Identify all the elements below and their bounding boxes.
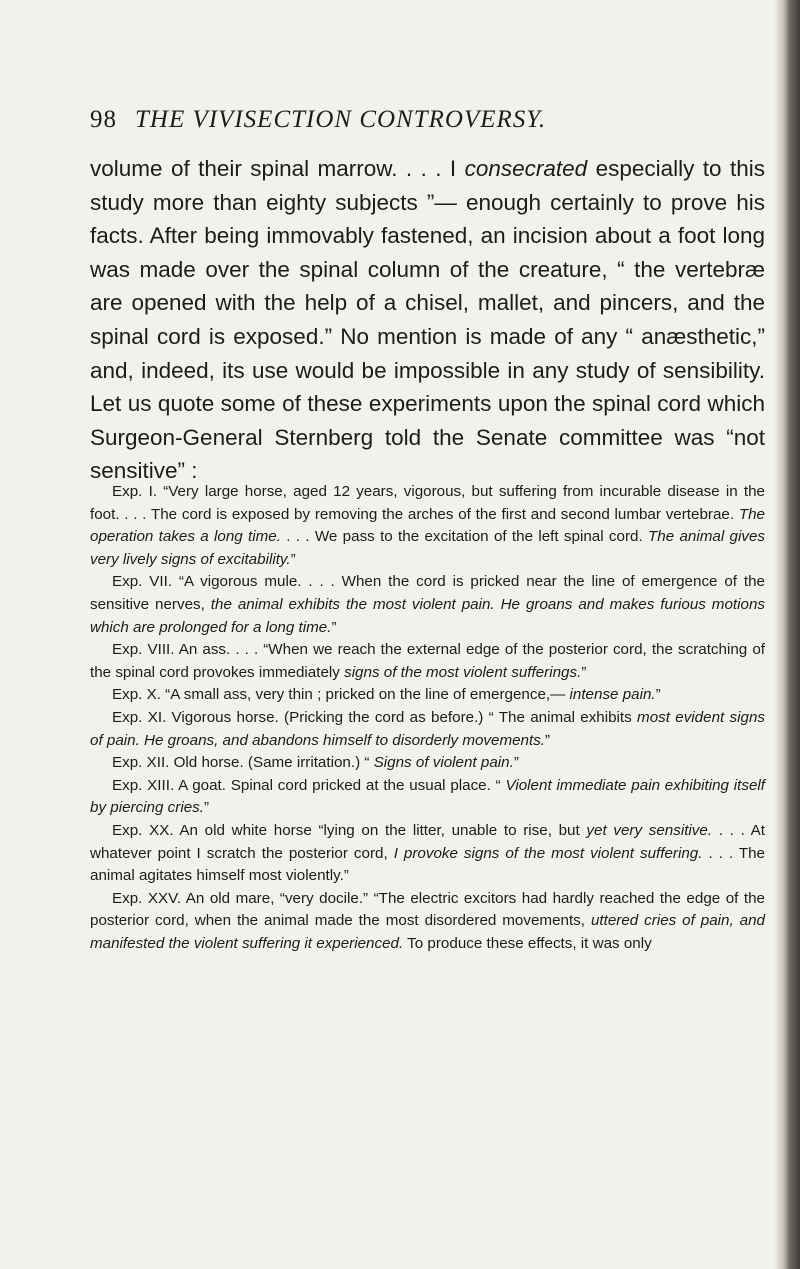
lead-text-1: volume of their spinal marrow. . . . I	[90, 156, 465, 181]
exp-emphasis: intense pain.	[569, 686, 656, 704]
exp-text: Exp. I. “Very large horse, aged 12 years, vigorous, but suffering from incurable disease in the foot. . . . The cord is exposed by removing the arches of the first and second lumbar vertebrae.	[90, 483, 765, 523]
experiment-entry	[90, 820, 765, 888]
exp-text: Exp. VII. “A vigorous mule. . . . When the cord is pricked near the line of emergence of the sensitive nerves,	[90, 573, 765, 613]
page-number: 98	[90, 106, 117, 133]
exp-text: . . . The animal agitates himself most violently.”	[90, 844, 766, 885]
experiment-entry	[90, 752, 765, 775]
running-header	[90, 106, 730, 134]
exp-emphasis: The animal gives very lively signs of excitability.	[90, 528, 765, 568]
exp-emphasis: Signs of violent pain.	[373, 754, 514, 772]
exp-text: ”	[545, 731, 551, 749]
lead-paragraph	[90, 152, 765, 488]
exp-emphasis: The operation takes a long time.	[90, 505, 765, 546]
exp-text: Exp. XXV. An old mare, “very docile.” “The electric excitors had hardly reached the edge of the posterior cord, when the animal made the most disordered movements,	[90, 889, 765, 930]
experiment-list	[90, 481, 765, 955]
experiment-entry	[90, 707, 765, 752]
exp-text: Exp. XI. Vigorous horse. (Pricking the cord as before.) “ The animal exhibits	[112, 708, 638, 726]
exp-text: . . . We pass to the excitation of the left spinal cord.	[280, 528, 648, 546]
exp-emphasis: Violent immediate pain exhibiting itself by piercing cries.	[90, 776, 765, 817]
exp-emphasis: yet very sensitive.	[586, 821, 713, 839]
experiment-entry	[90, 481, 765, 571]
exp-text: ”	[655, 686, 661, 704]
exp-text: Exp. X. “A small ass, very thin ; pricked on the line of emergence,—	[112, 686, 570, 704]
exp-emphasis: most evident signs of pain. He groans, and abandons himself to disorderly movements.	[90, 708, 765, 749]
lead-emphasis: consecrated	[464, 156, 588, 181]
experiment-entry	[90, 639, 765, 684]
page-edge-shadow	[774, 0, 800, 1269]
exp-emphasis: the animal exhibits the most violent pain. He groans and makes furious motions which are prolonged for a long time.	[90, 595, 765, 636]
exp-text: ”	[513, 754, 519, 772]
exp-text: ”	[290, 550, 296, 568]
exp-text: ”	[331, 618, 337, 636]
running-title: THE VIVISECTION CONTROVERSY.	[135, 106, 547, 133]
experiment-entry	[90, 684, 765, 707]
experiment-entry	[90, 571, 765, 639]
experiment-entry	[90, 888, 765, 956]
exp-emphasis: uttered cries of pain, and manifested the violent suffering it experienced.	[90, 912, 765, 952]
exp-text: Exp. VIII. An ass. . . . “When we reach the external edge of the posterior cord, the scratching of the spinal cord provokes immediately	[90, 641, 765, 681]
exp-text: Exp. XIII. A goat. Spinal cord pricked at the usual place. “	[112, 776, 506, 794]
body-paragraph	[90, 152, 765, 488]
exp-emphasis: I provoke signs of the most violent suffering.	[393, 844, 703, 862]
exp-text: Exp. XX. An old white horse “lying on the litter, unable to rise, but	[112, 821, 587, 839]
experiment-entry	[90, 775, 765, 820]
exp-emphasis: signs of the most violent sufferings.	[344, 663, 582, 681]
exp-text: To produce these effects, it was only	[403, 934, 652, 952]
lead-text-2: especially to this study more than eighty subjects ”— enough certainly to prove his facts. After being immovably fastened, an incision about a foot long was made over the spinal column of the creature, “ the vertebræ are opened with the help of a chisel, mallet, and pincers, and the spinal cord is exposed.” No mention is made of any “ anæsthetic,” and, indeed, its use would be impossible in any study of sensibility. Let us quote some of these experiments upon the spinal cord which Surgeon-General Sternberg told the Senate committee was “not sensitive” :	[90, 156, 765, 484]
exp-text: ”	[203, 799, 210, 817]
exp-text: Exp. XII. Old horse. (Same irritation.) “	[112, 754, 374, 772]
exp-text: ”	[581, 663, 587, 681]
exp-text: . . . At whatever point I scratch the posterior cord,	[90, 821, 765, 862]
